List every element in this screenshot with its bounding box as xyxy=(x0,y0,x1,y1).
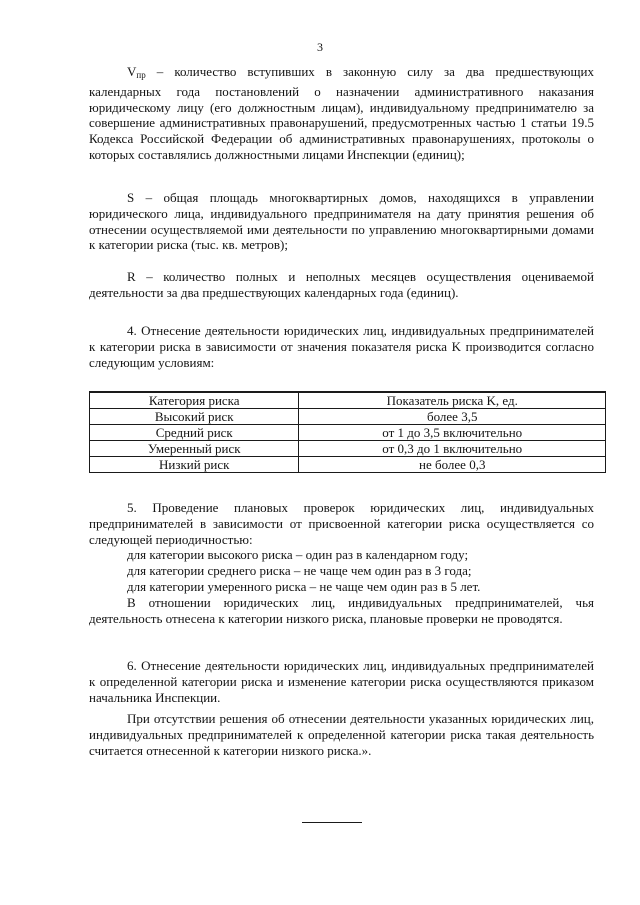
cell-category: Низкий риск xyxy=(90,457,299,473)
list-item: для категории среднего риска – не чаще чем один раз в 3 года; xyxy=(127,563,472,579)
table-row xyxy=(90,409,606,425)
vpr-subscript: пр xyxy=(136,70,146,80)
list-item: для категории высокого риска – один раз в календарном году; xyxy=(127,547,469,563)
table-row xyxy=(90,441,606,457)
risk-category-table xyxy=(89,391,606,473)
cell-value: от 0,3 до 1 включительно xyxy=(299,441,606,457)
table-row xyxy=(90,457,606,473)
cell-category: Умеренный риск xyxy=(90,441,299,457)
end-divider xyxy=(302,822,362,823)
s-definition: S – общая площадь многоквартирных домов, находящихся в управлении юридического лица, индивидуального предпринимателя на дату принятия решения об отнесении осуществляемой ими деятельности по управлению многоквартирными домами к категории риска (тыс. кв. метров); xyxy=(89,190,594,253)
vpr-text: – количество вступивших в законную силу за два предшествующих календарных года постановлений о назначении административного наказания юридическому лицу (его должностным лицам), индивидуальному предпринимателю за совершение административных правонарушений, предусмотренных частью 1 статьи 19.5 Кодекса Российской Федерации об административных правонарушениях, протоколы о которых составлялись должностными лицами Инспекции (единиц); xyxy=(89,64,594,162)
table-row xyxy=(90,425,606,441)
list-item: для категории умеренного риска – не чаще чем один раз в 5 лет. xyxy=(127,578,481,594)
section-4: 4. Отнесение деятельности юридических лиц, индивидуальных предпринимателей к категории риска в зависимости от значения показателя риска K производится согласно следующим условиям: xyxy=(89,323,594,370)
section-5-low-risk: В отношении юридических лиц, индивидуальных предпринимателей, чья деятельность отнесена к категории низкого риска, плановые проверки не проводятся. xyxy=(89,594,594,626)
cell-value: от 1 до 3,5 включительно xyxy=(299,425,606,441)
section-6: 6. Отнесение деятельности юридических лиц, индивидуальных предпринимателей к определенной категории риска и изменение категории риска осуществляются приказом начальника Инспекции. xyxy=(89,658,594,705)
cell-value: более 3,5 xyxy=(299,409,606,425)
header-indicator: Показатель риска K, ед. xyxy=(299,392,606,409)
closing-paragraph: При отсутствии решения об отнесении деятельности указанных юридических лиц, индивидуальных предпринимателей к определенной категории риска такая деятельность считается отнесенной к категории низкого риска.». xyxy=(89,711,594,758)
vpr-symbol: V xyxy=(127,64,137,79)
section-5 xyxy=(89,500,594,626)
vpr-definition xyxy=(89,64,594,163)
cell-category: Средний риск xyxy=(90,425,299,441)
section-5-intro: 5. Проведение плановых проверок юридических лиц, индивидуальных предпринимателей в зависимости от присвоенной категории риска осуществляется со следующей периодичностью: xyxy=(89,500,594,547)
cell-value: не более 0,3 xyxy=(299,457,606,473)
r-definition: R – количество полных и неполных месяцев осуществления оцениваемой деятельности за два предшествующих календарных года (единиц). xyxy=(89,269,594,300)
header-category: Категория риска xyxy=(90,392,299,409)
table-header-row xyxy=(90,392,606,409)
cell-category: Высокий риск xyxy=(90,409,299,425)
page-number: 3 xyxy=(317,40,323,54)
